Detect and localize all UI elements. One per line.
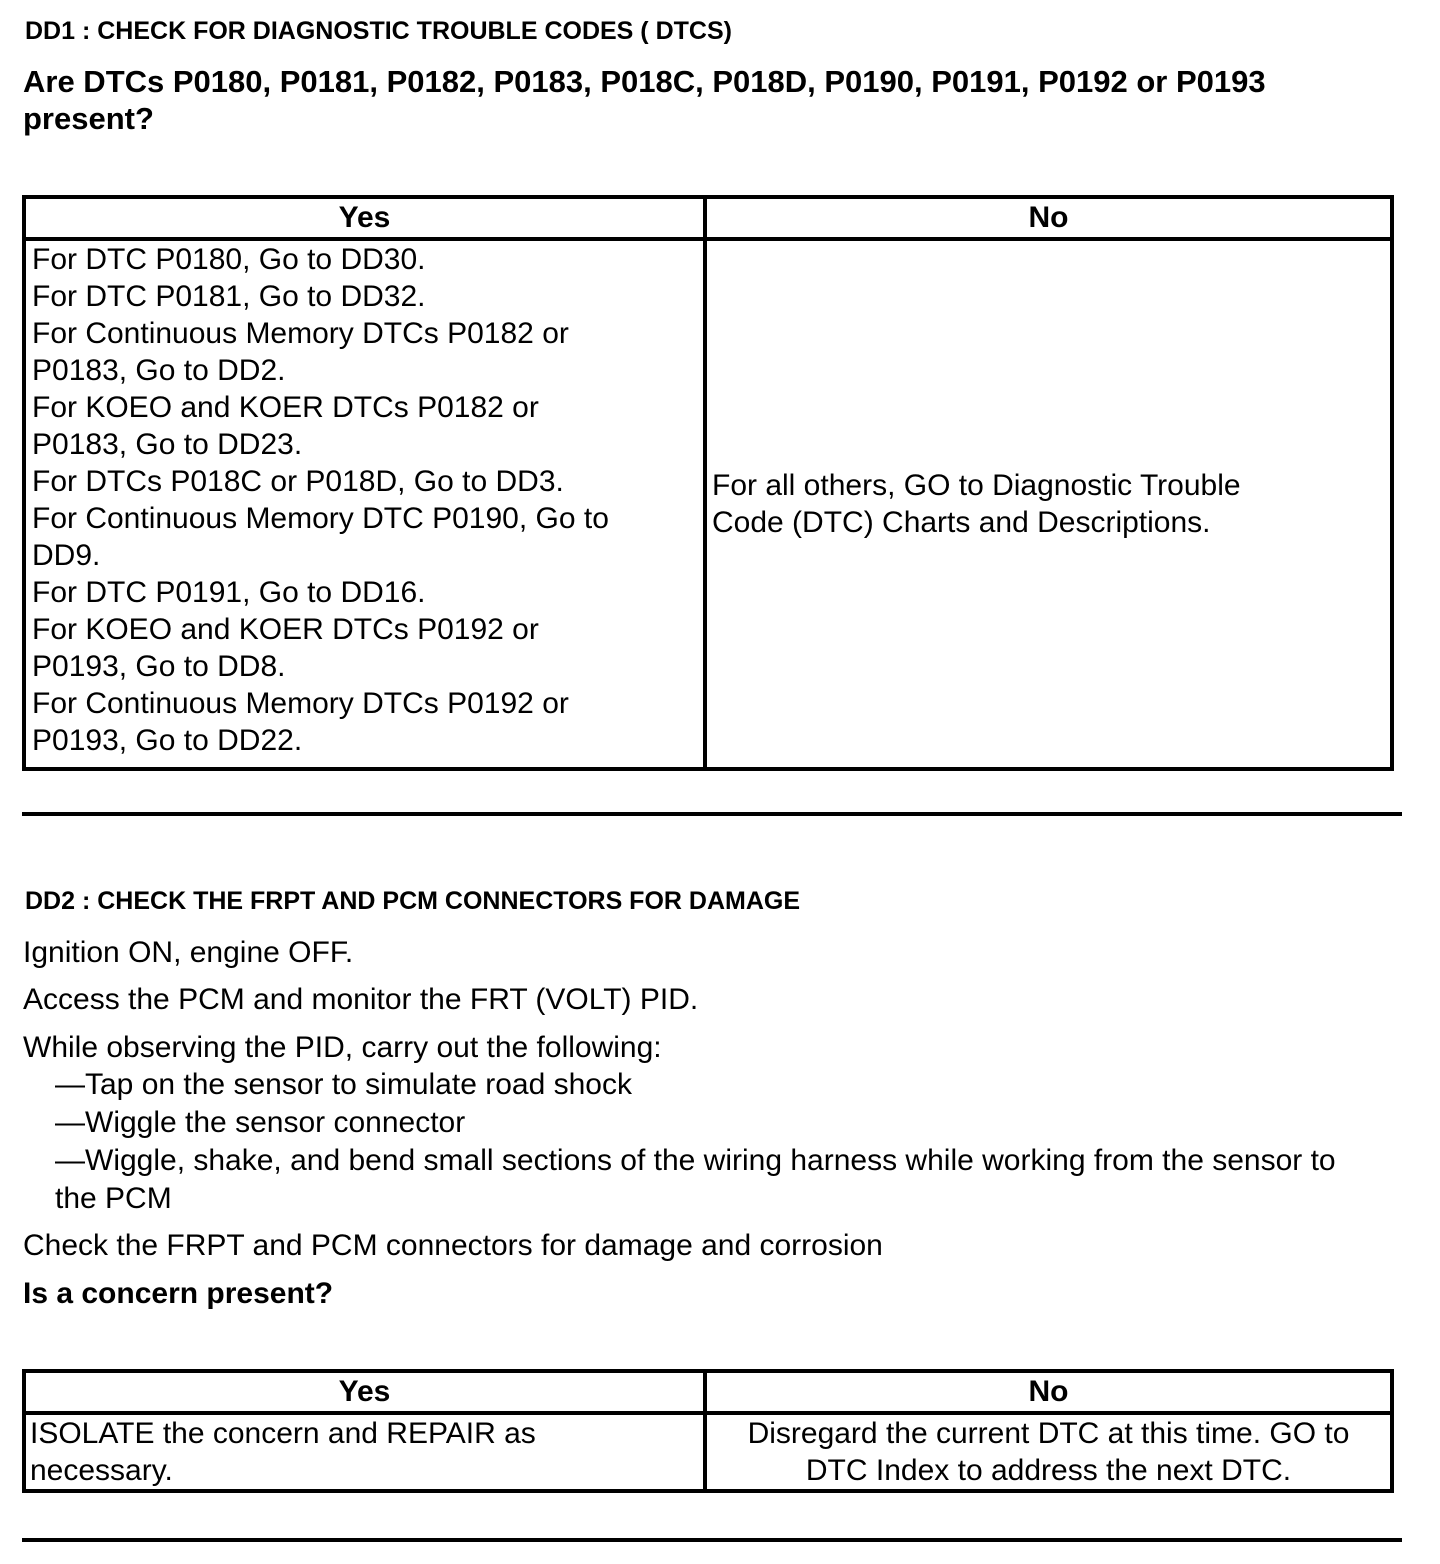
dd2-step: Ignition ON, engine OFF. — [23, 936, 354, 969]
dd2-table-header-row — [24, 1371, 1392, 1413]
dd2-bullet-item: —Wiggle, shake, and bend small sections of the wiring harness while working from the sensor to the PCM — [55, 1144, 1336, 1215]
dd1-yes-line: P0183, Go to DD23. — [32, 428, 303, 461]
dd2-decision-table — [22, 1369, 1394, 1493]
dd1-no-line: Code (DTC) Charts and Descriptions. — [712, 506, 1211, 539]
dd1-yes-cell — [24, 239, 705, 769]
dd1-no-cell — [705, 239, 1392, 769]
dd1-yes-line: DD9. — [32, 539, 101, 572]
dd2-yes-line: ISOLATE the concern and REPAIR as — [30, 1417, 536, 1450]
dd1-yes-line: P0193, Go to DD8. — [32, 650, 286, 683]
dd2-title: DD2 : CHECK THE FRPT AND PCM CONNECTORS FOR DAMAGE — [25, 887, 801, 915]
dd1-no-line: For all others, GO to Diagnostic Trouble — [712, 469, 1241, 502]
dd2-table-body-row — [24, 1413, 1392, 1491]
dd1-yes-header: Yes — [24, 197, 705, 239]
dd1-yes-line: For DTC P0191, Go to DD16. — [32, 576, 426, 609]
dd2-bullet-list — [55, 1066, 1395, 1218]
dd2-check-instruction: Check the FRPT and PCM connectors for damage and corrosion — [23, 1229, 883, 1262]
dd2-no-cell — [705, 1413, 1392, 1491]
dd1-yes-line: For DTC P0181, Go to DD32. — [32, 280, 426, 313]
dd2-yes-header: Yes — [24, 1371, 705, 1413]
dd2-step: Access the PCM and monitor the FRT (VOLT) PID. — [23, 983, 699, 1016]
dd1-yes-line: For Continuous Memory DTC P0190, Go to — [32, 502, 609, 535]
section-divider — [22, 1538, 1402, 1542]
section-divider — [22, 812, 1402, 816]
dd2-no-line: Disregard the current DTC at this time. GO to — [747, 1417, 1350, 1450]
dd1-title: DD1 : CHECK FOR DIAGNOSTIC TROUBLE CODES ( DTCS) — [25, 17, 732, 45]
dd1-yes-line: P0193, Go to DD22. — [32, 724, 303, 757]
dd2-bullet-item: —Wiggle the sensor connector — [55, 1106, 466, 1139]
dd2-no-line: DTC Index to address the next DTC. — [805, 1454, 1292, 1487]
dd1-table-header-row — [24, 197, 1392, 239]
dd1-yes-line: For KOEO and KOER DTCs P0182 or — [32, 391, 539, 424]
dd2-bullet-item: —Tap on the sensor to simulate road shock — [55, 1068, 632, 1101]
dd2-yes-line: necessary. — [30, 1454, 173, 1487]
dd1-yes-line: For DTCs P018C or P018D, Go to DD3. — [32, 465, 564, 498]
dd1-yes-line: For Continuous Memory DTCs P0192 or — [32, 687, 569, 720]
dd1-decision-table — [22, 195, 1394, 771]
dd1-question: Are DTCs P0180, P0181, P0182, P0183, P018C, P018D, P0190, P0191, P0192 or P0193 present? — [23, 64, 1266, 136]
dd2-no-header: No — [705, 1371, 1392, 1413]
dd1-yes-line: For Continuous Memory DTCs P0182 or — [32, 317, 569, 350]
dd1-table-body-row — [24, 239, 1392, 769]
dd1-no-header: No — [705, 197, 1392, 239]
dd2-yes-cell — [24, 1413, 705, 1491]
dd1-yes-line: For KOEO and KOER DTCs P0192 or — [32, 613, 539, 646]
dd2-question: Is a concern present? — [23, 1277, 334, 1310]
dd1-yes-line: For DTC P0180, Go to DD30. — [32, 243, 426, 276]
dd2-step: While observing the PID, carry out the following: — [23, 1031, 662, 1064]
dd1-yes-line: P0183, Go to DD2. — [32, 354, 286, 387]
